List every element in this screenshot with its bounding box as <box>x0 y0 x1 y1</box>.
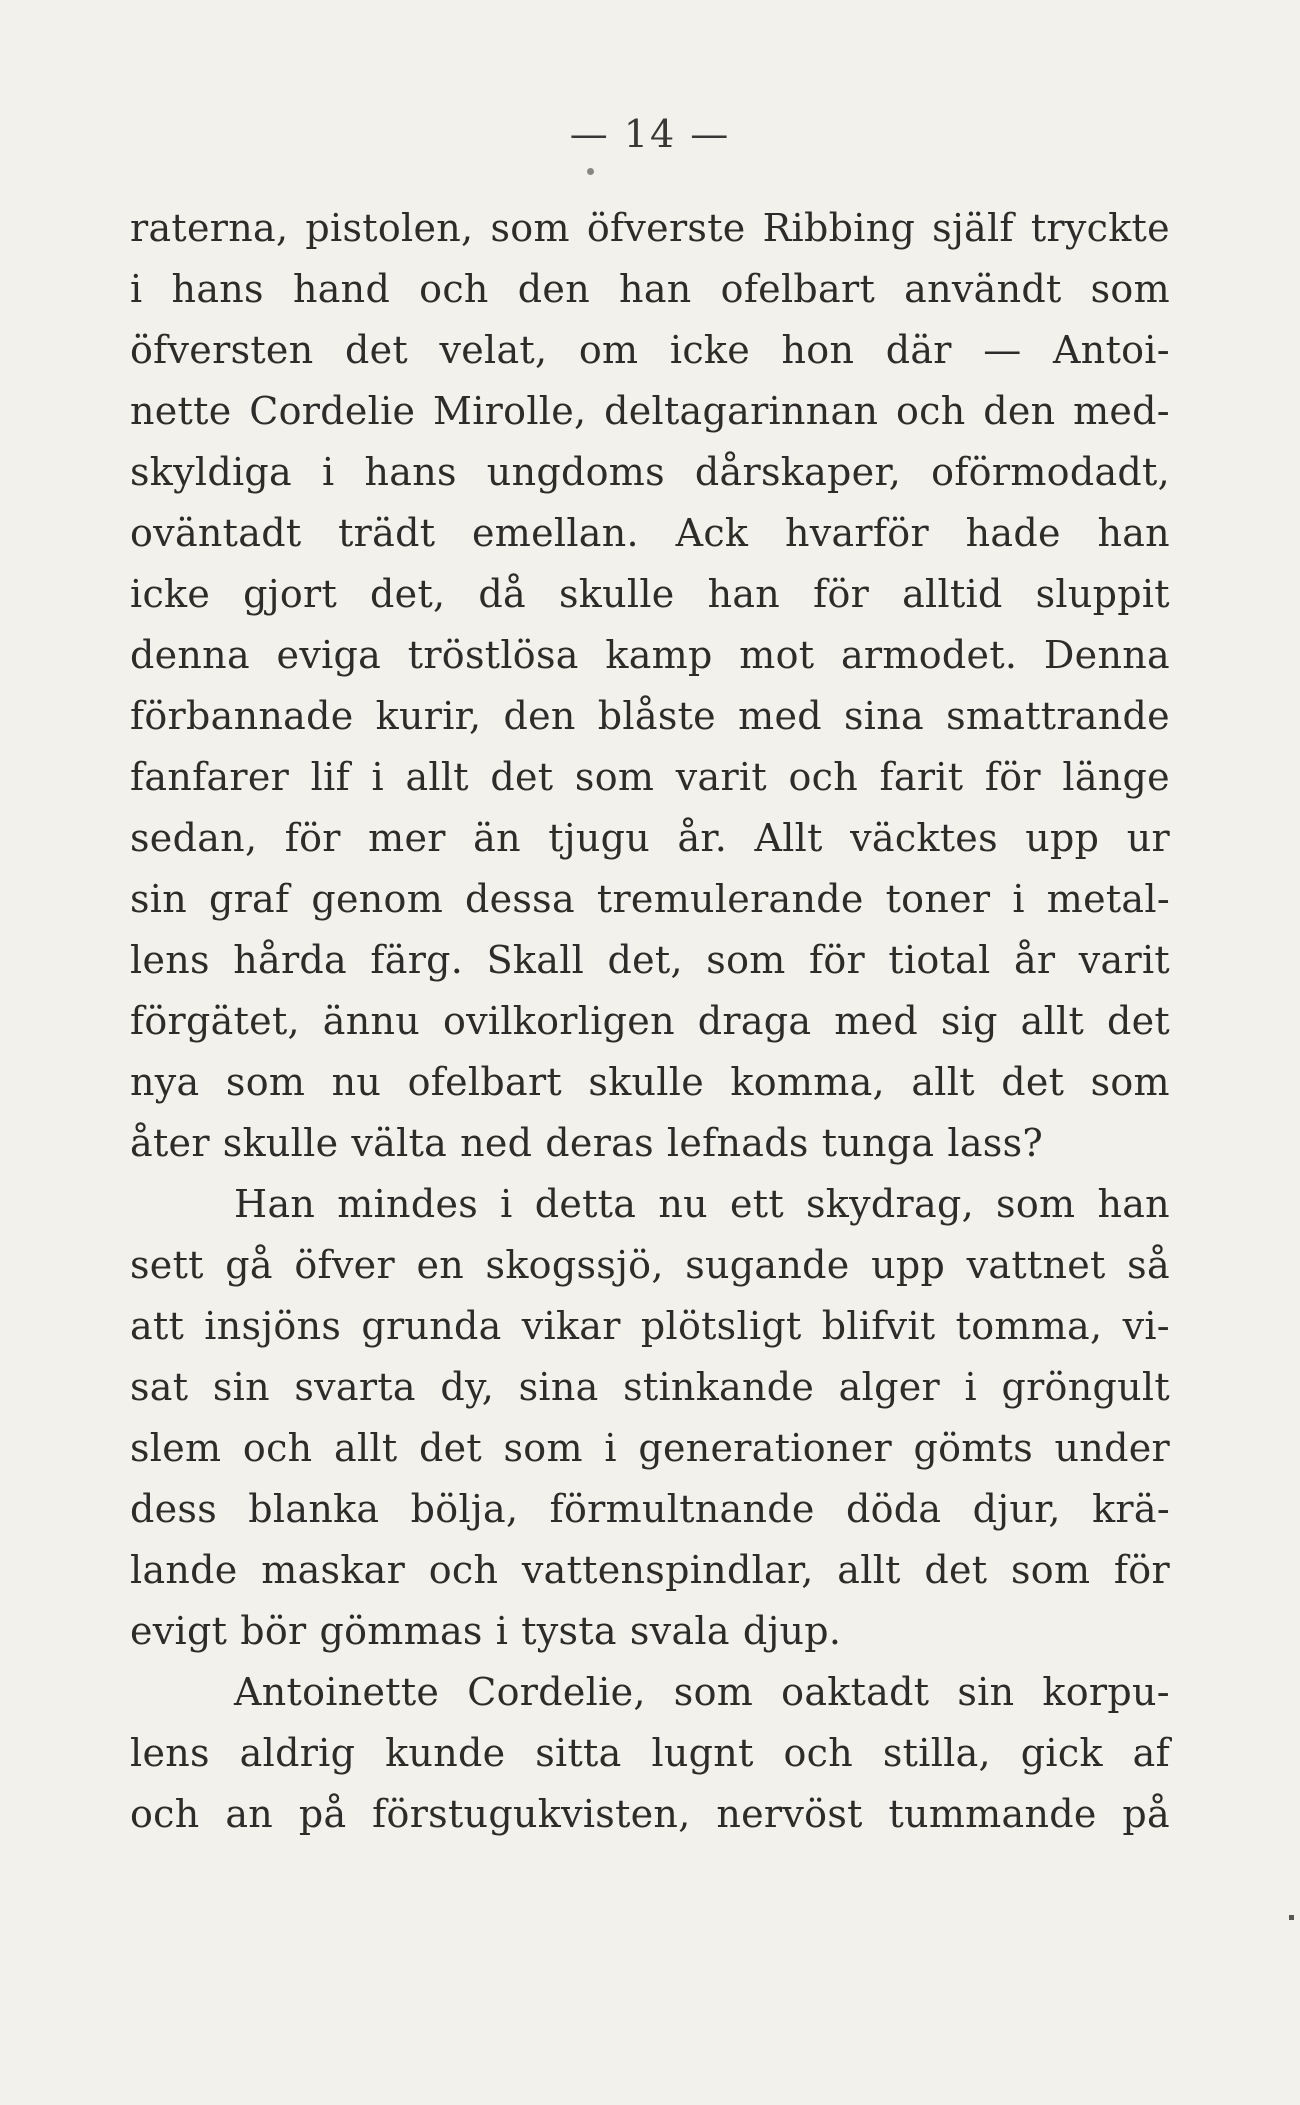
word: skulle <box>222 1121 339 1165</box>
word: Skall <box>486 938 585 982</box>
word: vi- <box>1122 1304 1170 1348</box>
word: det <box>490 755 554 799</box>
word: blåste <box>597 694 716 738</box>
word: förbannade <box>130 694 354 738</box>
word: sina <box>843 694 924 738</box>
word: skulle <box>558 572 675 616</box>
word: som <box>673 1670 754 1714</box>
word: för <box>984 755 1041 799</box>
word: vikar <box>521 1304 621 1348</box>
printing-speck <box>1289 1915 1294 1920</box>
word: stinkande <box>623 1365 815 1409</box>
word: emellan. <box>471 511 639 555</box>
word: bölja, <box>410 1487 519 1531</box>
word: som <box>1090 267 1170 311</box>
text-line <box>130 1601 1170 1662</box>
word: svala <box>629 1609 730 1653</box>
text-line <box>130 1540 1170 1601</box>
word: och <box>242 1426 313 1470</box>
word: öfver <box>294 1243 395 1287</box>
word: tremulerande <box>596 877 864 921</box>
word: i <box>1012 877 1025 921</box>
word: dess <box>130 1487 218 1531</box>
word: i <box>322 450 335 494</box>
word: som <box>503 1426 583 1470</box>
word: döda <box>845 1487 942 1531</box>
word: öfversten <box>130 328 314 372</box>
word: skogssjö, <box>485 1243 664 1287</box>
word: skyldiga <box>130 450 293 494</box>
word: Ack <box>675 511 749 555</box>
word: sin <box>212 1365 270 1409</box>
word: skulle <box>588 1060 705 1104</box>
word: kamp <box>605 633 713 677</box>
word: Allt <box>754 816 823 860</box>
word: och <box>895 389 966 433</box>
word: hand <box>292 267 391 311</box>
word: att <box>130 1304 185 1348</box>
word: an <box>225 1792 274 1836</box>
word: nette <box>130 389 232 433</box>
word: — <box>983 328 1022 372</box>
word: gömmas <box>319 1609 483 1653</box>
word: nu <box>658 1182 708 1226</box>
text-line <box>130 747 1170 808</box>
word: det <box>418 1426 482 1470</box>
word: ur <box>1126 816 1170 860</box>
word: förstugukvisten, <box>372 1792 691 1836</box>
word: gömts <box>913 1426 1033 1470</box>
word: gröngult <box>1001 1365 1170 1409</box>
word: i <box>964 1365 977 1409</box>
word: tomma, <box>955 1304 1103 1348</box>
word: som <box>574 755 655 799</box>
word: komma, <box>730 1060 885 1104</box>
text-line <box>130 1662 1170 1723</box>
word: blanka <box>248 1487 380 1531</box>
word: mindes <box>337 1182 479 1226</box>
word: för <box>284 816 341 860</box>
word: Denna <box>1043 633 1170 677</box>
text-line <box>130 1174 1170 1235</box>
word: för <box>808 938 865 982</box>
word: varit <box>675 755 767 799</box>
text-line <box>130 564 1170 625</box>
word: allt <box>911 1060 975 1104</box>
word: sitta <box>535 1731 622 1775</box>
word: i <box>130 267 143 311</box>
word: och <box>130 1792 200 1836</box>
word: plötsligt <box>640 1304 802 1348</box>
word: en <box>416 1243 465 1287</box>
word: det <box>1106 999 1170 1043</box>
word: han <box>1097 1182 1170 1226</box>
word: maskar <box>261 1548 406 1592</box>
word: gjort <box>243 572 338 616</box>
word: lif <box>310 755 350 799</box>
word: ännu <box>322 999 421 1043</box>
text-line <box>130 869 1170 930</box>
word: ofelbart <box>407 1060 562 1104</box>
word: allt <box>405 755 469 799</box>
word: i <box>371 755 384 799</box>
word: smattrande <box>946 694 1170 738</box>
word: kurir, <box>375 694 482 738</box>
word: icke <box>669 328 751 372</box>
word: korpu- <box>1042 1670 1170 1714</box>
word: i <box>495 1609 509 1653</box>
word: varit <box>1078 938 1170 982</box>
word: allt <box>837 1548 901 1592</box>
word: toner <box>885 877 991 921</box>
word: sig <box>940 999 998 1043</box>
word: icke <box>130 572 211 616</box>
word: af <box>1132 1731 1170 1775</box>
word: deras <box>545 1121 654 1165</box>
text-line <box>130 686 1170 747</box>
word: oförmodadt, <box>931 450 1170 494</box>
word: lande <box>130 1548 238 1592</box>
word: öfverste <box>586 206 746 250</box>
word: Cordelie, <box>467 1670 646 1714</box>
word: förgätet, <box>130 999 300 1043</box>
word: och <box>419 267 489 311</box>
word: dårskaper, <box>694 450 902 494</box>
word: alger <box>838 1365 940 1409</box>
word: som <box>225 1060 306 1104</box>
word: på <box>1122 1792 1170 1836</box>
word: detta <box>534 1182 637 1226</box>
word: Ribbing <box>762 206 916 250</box>
word: ned <box>460 1121 533 1165</box>
word: med <box>834 999 918 1043</box>
word: tummande <box>888 1792 1097 1836</box>
word: användt <box>904 267 1062 311</box>
word: dessa <box>464 877 575 921</box>
word: evigt <box>130 1609 228 1653</box>
word: hvarför <box>784 511 929 555</box>
word: aldrig <box>239 1731 356 1775</box>
word: deltagarinnan <box>604 389 879 433</box>
text-line <box>130 1784 1170 1845</box>
word: för <box>813 572 870 616</box>
word: farit <box>879 755 964 799</box>
word: där <box>885 328 952 372</box>
text-line <box>130 991 1170 1052</box>
word: sin <box>130 877 188 921</box>
word: tysta <box>521 1609 617 1653</box>
word: tryckte <box>1030 206 1170 250</box>
word: han <box>707 572 781 616</box>
word: lass? <box>947 1121 1044 1165</box>
word: sina <box>518 1365 599 1409</box>
word: ett <box>729 1182 784 1226</box>
word: än <box>473 816 521 860</box>
text-line <box>130 1479 1170 1540</box>
word: bör <box>240 1609 307 1653</box>
word: som <box>706 938 786 982</box>
text-line <box>130 1052 1170 1113</box>
word: djup. <box>742 1609 842 1653</box>
word: upp <box>1025 816 1100 860</box>
word: stilla, <box>882 1731 991 1775</box>
word: det <box>1001 1060 1065 1104</box>
word: mot <box>739 633 815 677</box>
text-line <box>130 1296 1170 1357</box>
word: hans <box>364 450 457 494</box>
word: metal- <box>1046 877 1170 921</box>
word: oväntadt <box>130 511 302 555</box>
word: lens <box>130 938 210 982</box>
word: ungdoms <box>486 450 665 494</box>
word: det, <box>370 572 446 616</box>
word: den <box>983 389 1056 433</box>
word: hårda <box>233 938 347 982</box>
word: väcktes <box>850 816 998 860</box>
word: med <box>738 694 822 738</box>
word: Cordelie <box>249 389 416 433</box>
word: draga <box>697 999 812 1043</box>
text-line <box>130 625 1170 686</box>
text-line <box>130 442 1170 503</box>
word: nervöst <box>716 1792 863 1836</box>
word: insjöns <box>204 1304 342 1348</box>
word: välta <box>351 1121 448 1165</box>
page-number: — 14 — <box>569 112 731 156</box>
text-line <box>130 198 1170 259</box>
word: gå <box>225 1243 273 1287</box>
word: svarta <box>294 1365 416 1409</box>
word: det, <box>607 938 683 982</box>
word: generationer <box>638 1426 892 1470</box>
word: sat <box>130 1365 189 1409</box>
word: som <box>490 206 570 250</box>
word: oaktadt <box>781 1670 930 1714</box>
word: vattnet <box>966 1243 1106 1287</box>
word: raterna, <box>130 206 289 250</box>
text-line <box>130 320 1170 381</box>
word: Antoi- <box>1053 328 1170 372</box>
word: om <box>578 328 639 372</box>
word: fanfarer <box>130 755 290 799</box>
text-line <box>130 1418 1170 1479</box>
word: lugnt <box>651 1731 754 1775</box>
word: som <box>1090 1060 1170 1104</box>
word: dy, <box>440 1365 495 1409</box>
word: skydrag, <box>806 1182 974 1226</box>
word: själf <box>932 206 1014 250</box>
word: som <box>1010 1548 1091 1592</box>
word: sett <box>130 1243 204 1287</box>
word: krä- <box>1092 1487 1170 1531</box>
word: genom <box>311 877 444 921</box>
text-line <box>130 808 1170 869</box>
text-line <box>130 503 1170 564</box>
word: alltid <box>902 572 1003 616</box>
word: eviga <box>276 633 382 677</box>
word: lefnads <box>666 1121 809 1165</box>
text-line <box>130 381 1170 442</box>
word: färg. <box>370 938 464 982</box>
word: Mirolle, <box>433 389 587 433</box>
word: och <box>428 1548 499 1592</box>
word: denna <box>130 633 250 677</box>
word: sedan, <box>130 816 258 860</box>
word: sluppit <box>1035 572 1170 616</box>
word: hade <box>965 511 1061 555</box>
word: blifvit <box>821 1304 936 1348</box>
word: sugande <box>685 1243 850 1287</box>
word: ofelbart <box>720 267 876 311</box>
word: förmultnande <box>549 1487 815 1531</box>
word: allt <box>334 1426 398 1470</box>
word: djur, <box>972 1487 1061 1531</box>
word: och <box>788 755 858 799</box>
word: tunga <box>821 1121 935 1165</box>
word: nya <box>130 1060 200 1104</box>
word: tiotal <box>888 938 991 982</box>
word: år <box>1013 938 1056 982</box>
printing-mark <box>587 168 594 175</box>
word: i <box>604 1426 617 1470</box>
text-line <box>130 259 1170 320</box>
word: hans <box>171 267 264 311</box>
word: kunde <box>385 1731 506 1775</box>
word: gick <box>1020 1731 1103 1775</box>
word: den <box>517 267 590 311</box>
body-text <box>130 198 1170 1845</box>
word: velat, <box>439 328 548 372</box>
word: det <box>344 328 408 372</box>
word: tjugu <box>548 816 651 860</box>
word: det <box>924 1548 988 1592</box>
word: och <box>783 1731 854 1775</box>
word: trädt <box>338 511 436 555</box>
word: allt <box>1020 999 1085 1043</box>
word: nu <box>331 1060 382 1104</box>
word: tröstlösa <box>407 633 579 677</box>
text-line <box>130 1357 1170 1418</box>
word: för <box>1113 1548 1170 1592</box>
word: sin <box>957 1670 1015 1714</box>
word: på <box>298 1792 347 1836</box>
word: armodet. <box>840 633 1018 677</box>
word: graf <box>208 877 290 921</box>
text-line <box>130 1235 1170 1296</box>
word: Han <box>234 1182 316 1226</box>
word: åter <box>130 1121 210 1165</box>
word: under <box>1054 1426 1170 1470</box>
word: han <box>619 267 692 311</box>
text-line <box>130 1113 1170 1174</box>
word: så <box>1127 1243 1170 1287</box>
word: Antoinette <box>234 1670 440 1714</box>
word: hon <box>781 328 855 372</box>
text-line <box>130 930 1170 991</box>
word: grunda <box>361 1304 502 1348</box>
word: den <box>503 694 576 738</box>
word: pistolen, <box>305 206 474 250</box>
word: år. <box>677 816 728 860</box>
word: vattenspindlar, <box>521 1548 814 1592</box>
word: han <box>1097 511 1170 555</box>
text-line <box>130 1723 1170 1784</box>
word: ovilkorligen <box>442 999 675 1043</box>
word: som <box>996 1182 1076 1226</box>
word: upp <box>871 1243 946 1287</box>
word: länge <box>1062 755 1170 799</box>
word: i <box>500 1182 513 1226</box>
word: slem <box>130 1426 222 1470</box>
word: mer <box>368 816 446 860</box>
word: med- <box>1073 389 1170 433</box>
word: lens <box>130 1731 210 1775</box>
word: då <box>478 572 526 616</box>
